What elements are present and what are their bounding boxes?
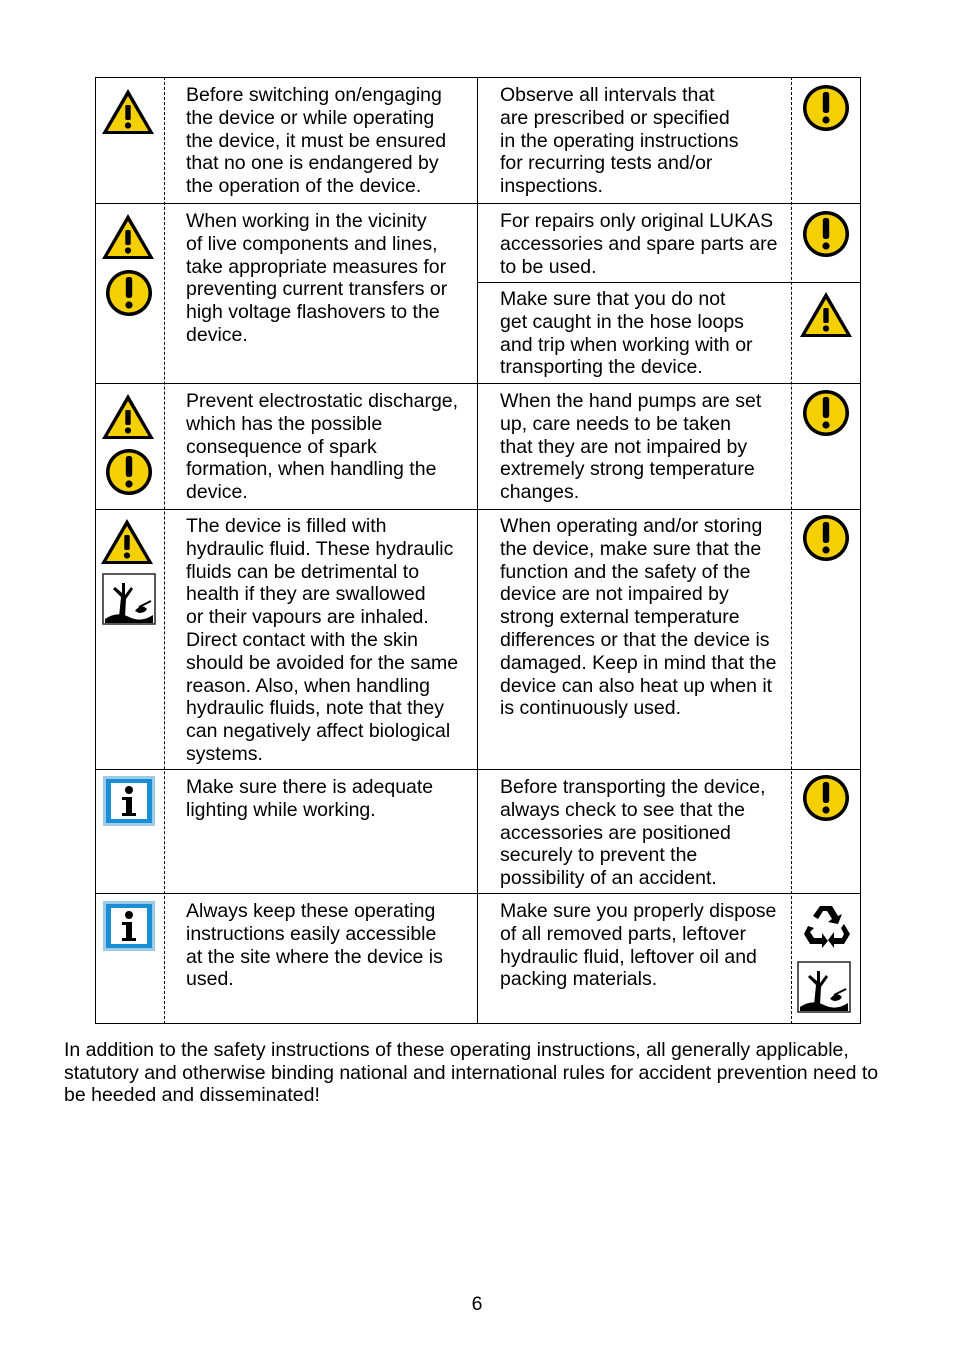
warning-triangle-icon — [100, 211, 156, 263]
safety-text: Make sure you properly dispose of all removed parts, leftover hydraulic fluid, leftover oil and packing materials. — [500, 900, 777, 991]
safety-text: Always keep these operating instructions easily accessible at the site where the device is used. — [186, 900, 443, 991]
info-icon — [101, 775, 157, 827]
row-divider — [95, 203, 861, 204]
safety-text: Observe all intervals that are prescribed or specified in the operating instructions for recurring tests and/or inspections. — [500, 84, 739, 198]
environment-hazard-icon — [101, 573, 157, 625]
environment-hazard-icon — [796, 961, 852, 1013]
exclamation-circle-icon — [798, 387, 854, 439]
accident-prevention-note: In addition to the safety instructions of these operating instructions, all generally applicable, statutory and otherwise binding national and international rules for accident prevention need to be heeded and disseminated! — [64, 1039, 879, 1107]
exclamation-circle-icon — [101, 267, 157, 319]
warning-triangle-icon — [99, 516, 155, 568]
safety-text: When operating and/or storing the device, make sure that the function and the safety of the device are not impaired by strong external temperature differences or that the device is damaged. Keep in mind that the device can also heat up when it is continuously used. — [500, 515, 777, 720]
safety-text: When working in the vicinity of live components and lines, take appropriate measures for preventing current transfers or high voltage flashovers to the device. — [186, 210, 448, 346]
column-divider-left — [164, 77, 165, 1024]
exclamation-circle-icon — [798, 512, 854, 564]
column-divider-center — [477, 77, 478, 1024]
safety-text: Prevent electrostatic discharge, which has the possible consequence of spark formation, when handling the device. — [186, 390, 459, 504]
row-divider — [95, 509, 861, 510]
exclamation-circle-icon — [798, 208, 854, 260]
row-divider — [95, 893, 861, 894]
warning-triangle-icon — [100, 86, 156, 138]
exclamation-circle-icon — [101, 446, 157, 498]
info-icon — [101, 900, 157, 952]
row-divider — [477, 282, 861, 283]
safety-text: The device is filled with hydraulic fluid. These hydraulic fluids can be detrimental to health if they are swallowed or their vapours are inhaled. Direct contact with the skin should be avoided for the same reason. Also, when handling hydraulic fluids, note that they can negatively affect biological systems. — [186, 515, 459, 765]
warning-triangle-icon — [798, 289, 854, 341]
safety-text: Make sure there is adequate lighting while working. — [186, 776, 434, 821]
exclamation-circle-icon — [798, 82, 854, 134]
safety-text: Before switching on/engaging the device or while operating the device, it must be ensured that no one is endangered by the operation of the device. — [186, 84, 447, 198]
safety-text: Make sure that you do not get caught in the hose loops and trip when working with or transporting the device. — [500, 288, 753, 379]
safety-text: When the hand pumps are set up, care needs to be taken that they are not impaired by extremely strong temperature changes. — [500, 390, 762, 504]
safety-text: Before transporting the device, always check to see that the accessories are positioned securely to prevent the possibility of an accident. — [500, 776, 766, 890]
recycling-icon — [798, 900, 854, 952]
row-divider — [95, 383, 861, 384]
page-number: 6 — [471, 1293, 483, 1315]
exclamation-circle-icon — [798, 772, 854, 824]
warning-triangle-icon — [100, 391, 156, 443]
safety-text: For repairs only original LUKAS accessories and spare parts are to be used. — [500, 210, 778, 278]
row-divider — [95, 769, 861, 770]
